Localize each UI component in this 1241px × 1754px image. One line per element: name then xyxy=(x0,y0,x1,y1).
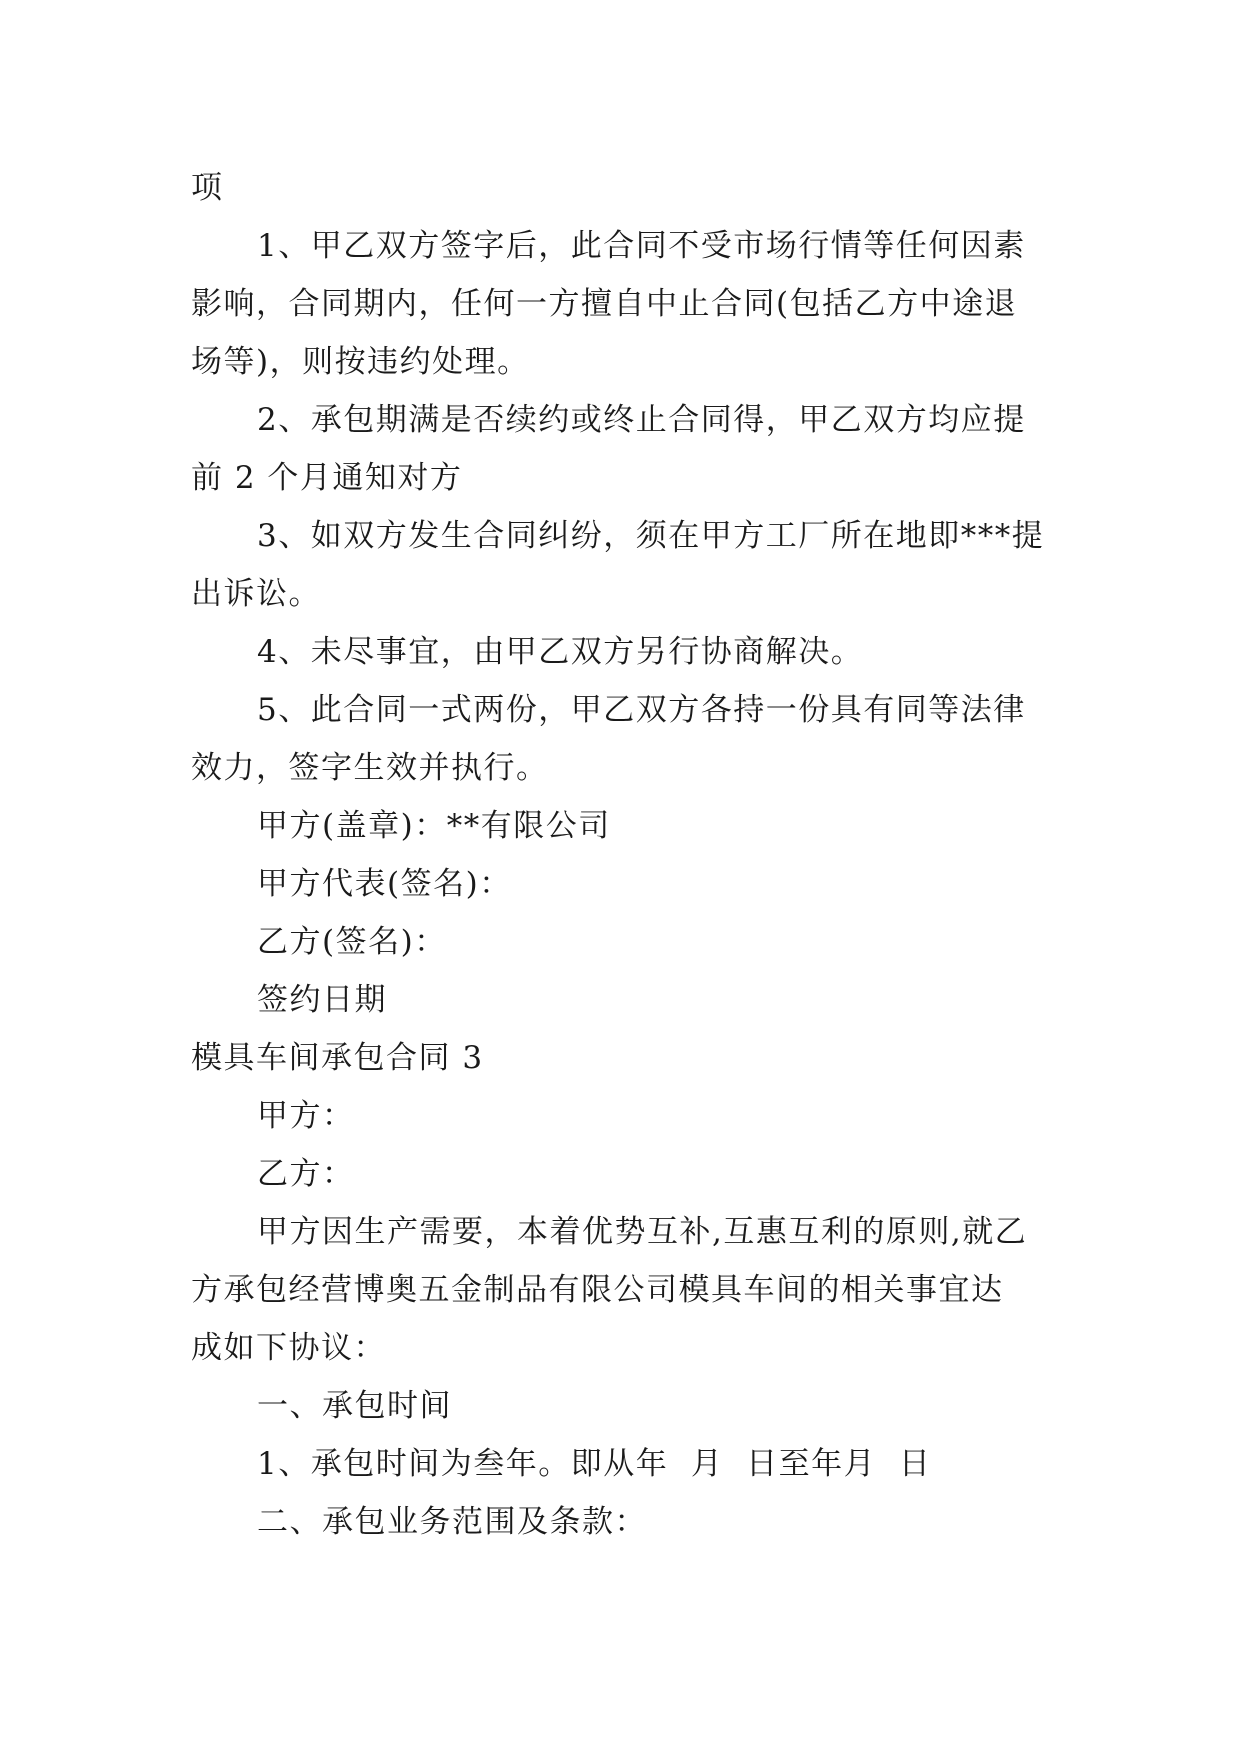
paragraph-line: 5、此合同一式两份，甲乙双方各持一份具有同等法律 xyxy=(257,692,1026,728)
paragraph-line: 4、未尽事宜，由甲乙双方另行协商解决。 xyxy=(257,634,864,670)
paragraph-line: 场等)，则按违约处理。 xyxy=(191,344,530,380)
paragraph-line: 1、承包时间为叁年。即从年 月 日至年月 日 xyxy=(257,1446,932,1482)
paragraph-line: 甲方因生产需要，本着优势互补,互惠互利的原则,就乙 xyxy=(257,1214,1028,1250)
party-a-label: 甲方： xyxy=(257,1098,355,1134)
party-b-label: 乙方： xyxy=(257,1156,355,1192)
signature-party-a: 甲方(盖章)：**有限公司 xyxy=(257,808,611,844)
text-line: 项 xyxy=(191,170,224,206)
contract-title: 模具车间承包合同 3 xyxy=(191,1040,484,1076)
section-heading: 一、承包时间 xyxy=(257,1388,452,1424)
paragraph-line: 方承包经营博奥五金制品有限公司模具车间的相关事宜达 xyxy=(191,1272,1004,1308)
paragraph-line: 2、承包期满是否续约或终止合同得，甲乙双方均应提 xyxy=(257,402,1026,438)
signing-date: 签约日期 xyxy=(257,982,387,1018)
signature-party-b: 乙方(签名)： xyxy=(257,924,447,960)
paragraph-line: 出诉讼。 xyxy=(191,576,321,612)
paragraph-line: 影响，合同期内，任何一方擅自中止合同(包括乙方中途退 xyxy=(191,286,1018,322)
paragraph-line: 成如下协议： xyxy=(191,1330,386,1366)
paragraph-line: 3、如双方发生合同纠纷，须在甲方工厂所在地即***提 xyxy=(257,518,1045,554)
paragraph-line: 前 2 个月通知对方 xyxy=(191,460,463,496)
paragraph-line: 1、甲乙双方签字后，此合同不受市场行情等任何因素 xyxy=(257,228,1026,264)
signature-party-a-rep: 甲方代表(签名)： xyxy=(257,866,512,902)
section-heading: 二、承包业务范围及条款： xyxy=(257,1504,647,1540)
paragraph-line: 效力，签字生效并执行。 xyxy=(191,750,549,786)
